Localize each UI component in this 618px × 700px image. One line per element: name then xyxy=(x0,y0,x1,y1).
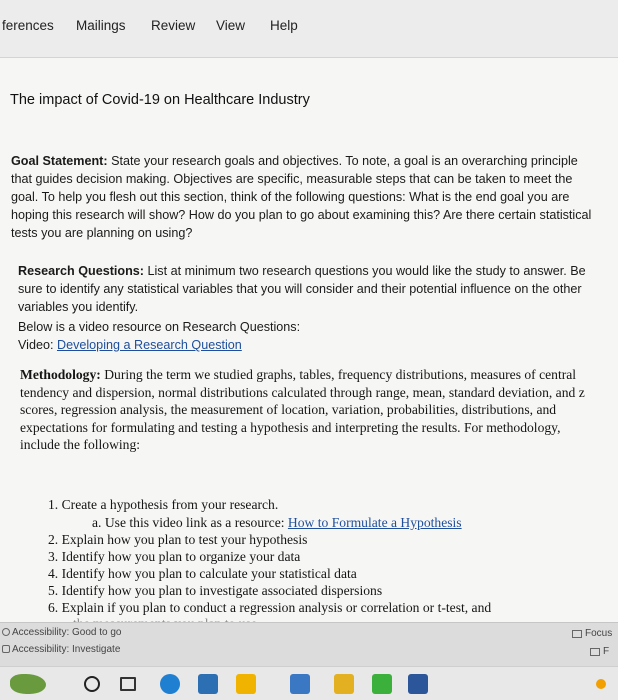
video-line xyxy=(18,336,596,354)
video-label: Video: xyxy=(18,338,57,352)
document-title: The impact of Covid-19 on Healthcare Industry xyxy=(10,92,310,108)
list-item-1a-prefix: a. Use this video link as a resource: xyxy=(92,515,288,530)
task-view-icon[interactable] xyxy=(120,677,136,691)
formulate-hypothesis-link[interactable]: How to Formulate a Hypothesis xyxy=(287,515,462,530)
research-questions-text: List at minimum two research questions you would like the study to answer. Be sure to identify any statistical variables that you will consider and their potential influence on the other variables you identify. xyxy=(18,264,586,314)
mail-app-icon[interactable] xyxy=(198,674,218,694)
list-item-1a xyxy=(92,514,462,531)
file-explorer-icon[interactable] xyxy=(236,674,256,694)
sticky-app-icon[interactable] xyxy=(334,674,354,694)
word-app-icon[interactable] xyxy=(408,674,428,694)
focus-button-secondary[interactable]: F xyxy=(603,646,610,657)
developing-research-question-link[interactable]: Developing a Research Question xyxy=(56,338,242,352)
tab-review[interactable]: Review xyxy=(151,18,196,33)
store-app-icon[interactable] xyxy=(290,674,310,694)
tab-mailings[interactable]: Mailings xyxy=(76,18,126,33)
ribbon-bar xyxy=(0,0,618,58)
focus-icon xyxy=(572,630,582,638)
taskbar xyxy=(0,666,618,700)
accessibility-investigate-icon xyxy=(2,645,10,653)
focus-icon-secondary xyxy=(590,648,600,656)
methodology-label: Methodology: xyxy=(20,367,101,382)
document-page[interactable] xyxy=(0,58,618,622)
tab-view[interactable]: View xyxy=(216,18,246,33)
research-questions-label: Research Questions: xyxy=(18,264,144,278)
accessibility-icon xyxy=(2,628,10,636)
l-app-icon[interactable] xyxy=(372,674,392,694)
methodology-text: During the term we studied graphs, tables, frequency distributions, measures of central tendency and dispersion, normal distributions calculated through range, mean, standard deviation, and z scores, regression analysis, the measurement of location, variation, probabilities, distributions, and expectations for formulating and testing a hypothesis and interpreting the results. For methodology, include the following: xyxy=(20,367,585,452)
video-resource-line: Below is a video resource on Research Questions: xyxy=(18,320,301,334)
list-item-6: 6. Explain if you plan to conduct a regression analysis or correlation or t-test, and xyxy=(48,600,492,615)
search-circle-icon[interactable] xyxy=(84,676,100,692)
goal-statement-paragraph xyxy=(11,152,601,242)
list-item-5: 5. Identify how you plan to investigate associated dispersions xyxy=(48,583,383,598)
goal-statement-text: State your research goals and objectives. To note, a goal is an overarching principle that guides decision making. Objectives are specific, measurable steps that can be taken to meet the goal. To help you flesh out this section, think of the following questions: What is the end goal you are hoping this research will show? How do you plan to go about examining this? Are there certain statistical tests you are planning on using? xyxy=(11,154,592,240)
methodology-paragraph xyxy=(20,366,586,454)
focus-button[interactable]: Focus xyxy=(585,628,613,639)
list-item-4: 4. Identify how you plan to calculate your statistical data xyxy=(48,566,357,581)
list-item-3: 3. Identify how you plan to organize your data xyxy=(48,549,301,564)
start-landscape-icon[interactable] xyxy=(10,674,46,694)
edge-browser-icon[interactable] xyxy=(160,674,180,694)
tab-references[interactable]: ferences xyxy=(2,18,54,33)
list-item-1: 1. Create a hypothesis from your research. xyxy=(48,497,279,512)
tab-help[interactable]: Help xyxy=(270,18,298,33)
accessibility-investigate-status[interactable]: Accessibility: Investigate xyxy=(12,644,121,655)
research-questions-paragraph xyxy=(18,262,596,316)
notification-icon[interactable] xyxy=(596,679,606,689)
goal-statement-label: Goal Statement: xyxy=(11,154,108,168)
status-bar xyxy=(0,622,618,666)
list-item-2: 2. Explain how you plan to test your hypothesis xyxy=(48,532,308,547)
accessibility-good-status[interactable]: Accessibility: Good to go xyxy=(12,627,122,638)
